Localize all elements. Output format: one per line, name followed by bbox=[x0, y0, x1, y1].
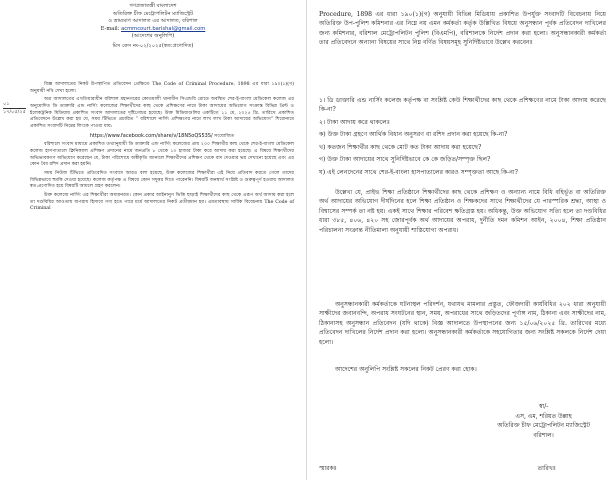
news-link[interactable]: https://www.facebook.com/share/v/18N5oQS53S/ bbox=[89, 132, 213, 139]
order-type: (আদেশের অনুলিপি) bbox=[131, 33, 175, 40]
court-subtitle-line: ও ভ্রাম্যমাণ আদালত এর আদালত, বরিশাল bbox=[108, 18, 198, 25]
signatory-title: অতিরিক্ত চীফ মেট্রোপলিটন ম্যাজিস্ট্রেট bbox=[497, 422, 590, 430]
order-page-left bbox=[0, 0, 307, 480]
case-reference: মিস কেস নং-০২/২০২৫(স্বত:প্রণোদিত) bbox=[112, 42, 194, 49]
inquiry-questions bbox=[319, 96, 606, 180]
legal-basis-text: উল্লেখ্য যে, প্রাইভ শিক্ষা প্রতিষ্ঠানে শিক্ষার্থীদের কাছ থেকে প্রশিক্ষণ ও অন্যান্য নামে বিধি বহির্ভূত বা অতিরিক্ত অর্থ আদায়ের অভিযোগ দীর্ঘদিনের হলে শিক্ষা প্রতিষ্ঠান ও শিক্ষকদের সাথে শিক্ষার্থীদের যে পারস্পরিক শ্রদ্ধা, আস্থা ও বিশ্বাসের সম্পর্ক তা নষ্ট হয়। একই সাথে শিক্ষার পরিবেশ ক্ষতিগ্রস্ত হয়। অধিকন্তু, উক্ত অভিযোগ সত্যি হলে তা দণ্ডবিধির ধারা ৩৮৫, ৪০৬, ৪২০ সহ জোরপূর্বক অর্থ আদায়ের অপরাধ, দুর্নীতি দমন কমিশন আইন, ২০০৪, শিক্ষা প্রতিষ্ঠান পরিচালনা সংক্রান্ত নীতিমালা অনুযায়ী শাস্তিযোগ্য অপরাধ। bbox=[319, 189, 606, 234]
order-page-right bbox=[307, 0, 616, 480]
court-header bbox=[0, 3, 306, 50]
directive-paragraph bbox=[319, 10, 606, 51]
signature-mark: স্বা/- bbox=[538, 403, 549, 410]
report-paragraph: বরিশালে সংবাদ মাধ্যমে প্রকাশিত তথ্যানুযায়ী ডি ডাক্তারি এন্ড নার্সিং কলেজের প্রায় ২০০ শিক্ষার্থীর কাছ থেকে শের-ই-বাংলা মেডিকেল কলেজ হাসপাতালে ক্লিনিক্যাল প্রশিক্ষণ প্রদানের নামে জনপ্রতি ৮ থেকে ১০ হাজার টাকা করে আদায় করা হয়েছে। এ বিষয়ে শিক্ষার্থীদের অভিভাবকগণ অভিযোগ করেছেন যে, টাকা পরিশোধে অস্বীকৃতি জানালে শিক্ষার্থীদের প্রশিক্ষণ থেকে বাদ দেওয়ার ভয় দেখানো হয়েছে এবং এর কোন বৈধ রশিদ প্রদান করা হয়নি। bbox=[30, 142, 294, 168]
serial-number: ০১ bbox=[3, 101, 26, 109]
link-suffix: সংযোজিত bbox=[214, 133, 235, 139]
legal-paragraph: উক্ত কলেজে নার্সিং এর শিক্ষার্থীরা অধ্যয়নরত। কোন প্রকার আইনানুগ ভিত্তি ছাড়াই শিক্ষার্থীদের কাছ থেকে এরূপ অর্থ আদায় করা হলে তা দণ্ডবিধির আওতায় অপরাধ হিসাবে গণ্য হতে পারে মর্মে আদালতের নিকট প্রতীয়মান হয়। এমতাবস্থায় সার্বিক বিবেচনায় The Code of Criminal bbox=[30, 193, 294, 212]
closing-line: আদেশের অনুলিপি সংশ্লিষ্ট সকলের নিকট প্রেরণ করা হোক। bbox=[335, 366, 477, 373]
background-paragraph: অত্র আদালতের এখতিয়ারাধীন বরিশাল মহানগরের কোতয়ালী থানাধীন সিএন্ডবি রোডে অবস্থিত শের-ই-বাংলা মেডিকেল কলেজ এর অনুমোদিত ডি ডাক্তারি এন্ড নার্সিং কলেজের শিক্ষার্থীদের কাছ থেকে প্রশিক্ষণের নামে টাকা আদায়ের অভিযোগ সংক্রান্ত বিভিন্ন প্রিন্ট ও ইলেকট্রনিক মিডিয়ায় প্রকাশিত সংবাদ আদালতের দৃষ্টিগোচর হয়েছে। উক্ত মিডিয়াগুলির একটিতে ১১ মে, ২০২৫ খ্রি. তারিখে প্রকাশিত প্রতিবেদনে উল্লেখ করা হয় যে, সময় টিভিতে প্রচারিত “ বরিশালে নার্সিং প্রশিক্ষণের নামে লাখ লাখ টাকা আদায়ের অভিযোগ” শিরোনামে প্রকাশিত সংবাদটি নিম্নের লিংকে পাওয়া যায়: bbox=[30, 97, 294, 130]
link-line bbox=[30, 133, 294, 141]
legal-basis bbox=[319, 188, 606, 238]
question-2b: খ) কতজন শিক্ষার্থীর কাছ থেকে মোট কত টাকা আদায় করা হয়েছে? bbox=[319, 143, 482, 151]
country-line: গণপ্রজাতন্ত্রী বাংলাদেশ bbox=[129, 3, 177, 9]
question-2a: ক) উক্ত টাকা গ্রহণে আর্থিক বিধান অনুসরণ বা রশিদ প্রদান করা হয়েছে কি-না? bbox=[319, 131, 508, 139]
question-2: ২। টাকা আদায় করে থাকলেঃ bbox=[319, 118, 390, 126]
question-2d: ঘ) এই লেনদেনের সাথে শের-ই-বাংলা হাসপাতালের কারও সম্পৃক্ততা আছে কি-না? bbox=[319, 168, 518, 176]
email-link[interactable]: acmmcourt.barishal@gmail.com bbox=[121, 25, 206, 32]
question-1: ১। ডি ডাক্তারি এন্ড নার্সিং কলেজ কর্তৃপক্ষ বা সংশ্লিষ্ট কেউ শিক্ষার্থীদের কাছ থেকে প্রশিক্ষণের নামে টাকা আদায় করেছে কি-না? bbox=[319, 97, 606, 114]
signatory-name: এস, এম, শরিয়ত উল্লাহ bbox=[515, 412, 572, 420]
deadline-text: অনুসন্ধানকারী কর্মকর্তাকে ঘটনাস্থল পরিদর্শন, যথাযথ মামলার প্রস্তুত, ফৌজদারী কার্যবিধির ২০২ ধারা অনুযায়ী সাক্ষীদের জবানবন্দি, অপরাধ সংঘটনের স্থান, সময়, অপরাধের সাথে জড়িতদের পূর্ণাঙ্গ নাম, ঠিকানা এবং সাক্ষীদের নাম, ঠিকানাসহ অনুসন্ধান প্রতিবেদন (যদি থাকে) বিজ্ঞ আদালতে উপস্থাপনের জন্য ১৫/০৬/২০২৫ খ্রি. তারিখের মধ্যে প্রতিবেদন দাখিলের নির্দেশ প্রদান করা হলো। অনুসন্ধানকারী কর্মকর্তাকে সহযোগিতার জন্য সংশ্লিষ্ট সকলকে নির্দেশ দেয়া হলো। bbox=[319, 301, 606, 346]
directive-text: Procedure, 1898 এর ধারা ১৯০(১)(গ) অনুযায়ী বিভিন্ন মিডিয়ায় প্রকাশিত উপর্যুক্ত সংবাদটি বিবেচনায় নিয়ে অতিরিক্ত উপ-পুলিশ কমিশনার এর নিম্নে নয় এমন কর্মকর্তা কর্তৃক উল্লিখিত বিষয়ে অনুসন্ধান পূর্বক প্রতিবেদন দাখিলের জন্য কমিশনার, বরিশাল মেট্রোপলিটন পুলিশ (বিএমপি), বরিশালকে নির্দেশ প্রদান করা হলো। অনুসন্ধানকারী কর্মকর্তা তার প্রতিবেদনে অন্যান্য বিষয়ের সাথে নিম্ন বর্ণিত বিষয়সমূহ সুনির্দিষ্টভাবে উল্লেখ করবেনঃ bbox=[319, 11, 606, 47]
left-body bbox=[30, 82, 294, 215]
question-2c: গ) উক্ত টাকা আদায়ের সাথে সুনির্দিষ্টভাবে কে কে জড়িত/সম্পৃক্ত ছিল? bbox=[319, 156, 491, 164]
email-line bbox=[0, 26, 306, 34]
signatory-place: বরিশাল। bbox=[533, 431, 554, 439]
threat-paragraph: সময় নিউজ টিভিতে প্রতিবেদিত সংবাদে আরও বলা হয়েছে, উক্ত কলেজের শিক্ষার্থীরা এই নিয়ে প্রতিবাদ করতে গেলে তাদের বিভিন্নভাবে হুমকি দেওয়া হয়েছে। কলেজ কর্তৃপক্ষ এ বিষয়ে কোন সদুত্তর দিতে পারেননি। বিষয়টি জনস্বার্থ সংশ্লিষ্ট ও গুরুত্বপূর্ণ হওয়ায় আদালত স্বত:প্রণোদিত হয়ে বিষয়টি আমলে গ্রহণ করলেন। bbox=[30, 171, 294, 190]
deadline-section bbox=[319, 300, 606, 350]
memo-label: স্মারকঃ bbox=[319, 465, 337, 472]
signature-block bbox=[497, 402, 590, 440]
serial-date: ১৭/০৫/২৫ bbox=[3, 108, 26, 115]
opening-paragraph: বিজ্ঞ আদালতের নিকট উপস্থাপিত প্রতিবেদন প্রেক্ষিতে The Code of Criminal Procedure, 1898 এর ধারা ১৯০(১)(গ) অনুযায়ী নথি দেখা হলো। bbox=[30, 82, 294, 94]
court-title-line: অতিরিক্ত চীফ মেট্রোপলিটন ম্যাজিস্ট্রেট bbox=[112, 10, 194, 17]
date-label: তারিখঃ bbox=[537, 465, 556, 472]
margin-serial bbox=[3, 101, 26, 115]
email-label: E-mail: bbox=[100, 25, 120, 32]
